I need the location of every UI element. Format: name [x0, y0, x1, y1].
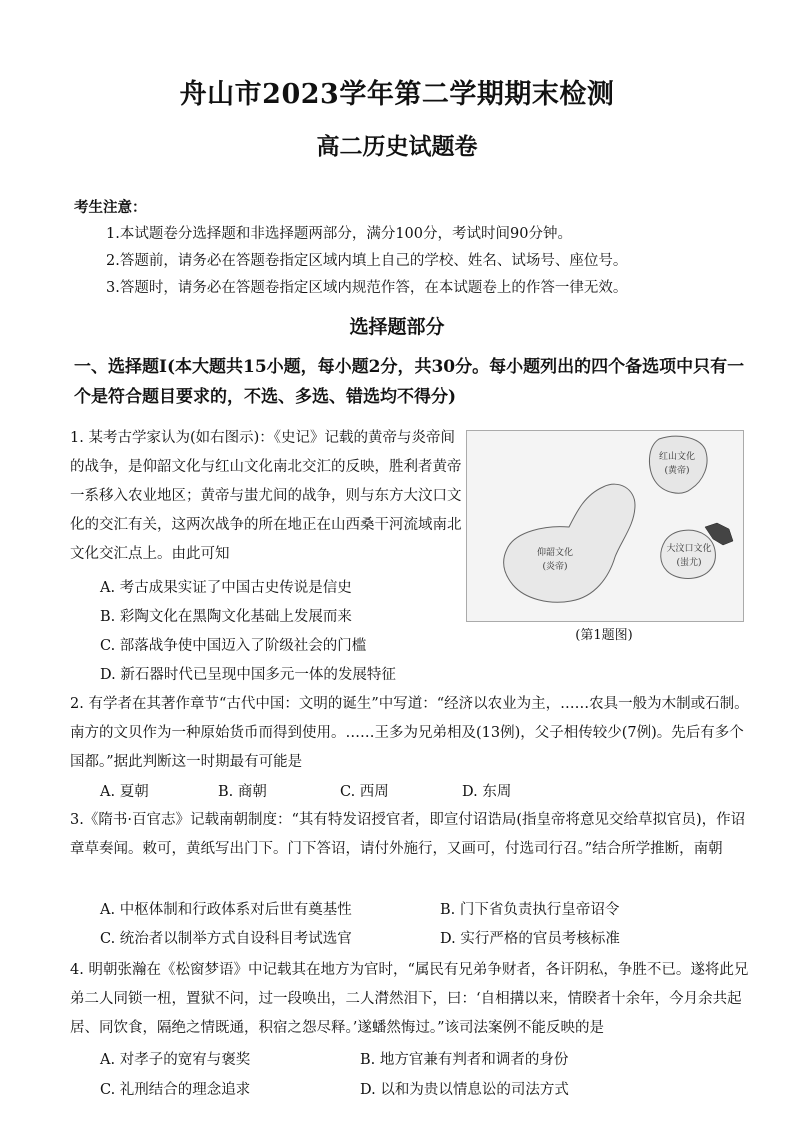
yangshao-region: [504, 484, 635, 602]
question-4-stem: 4. 明朝张瀚在《松窗梦语》中记载其在地方为官时，“属民有兄弟争财者，各讦阴私，争胜不已。遂将此兄弟二人同锁一杻，置狱不问，过一段唤出，二人潸然泪下，曰：‘自相搆以来，情睽者十余年，今月余共起居、同饮食，隔绝之情既通，积宿之怨尽释。’遂蟠然悔过。”该司法案例不能反映的是: [70, 962, 749, 1036]
notice-item: 2.答题前，请务必在答题卷指定区域内填上自己的学校、姓名、试场号、座位号。: [106, 253, 628, 269]
label-hongshan: 红山文化: [658, 452, 696, 462]
question-3-stem: 3.《隋书·百官志》记载南朝制度：“其有特发诏授官者，即宣付诏诰局(指皇帝将意见交给草拟官员)，作诏章草奏闻。敕可，黄纸写出门下。门下答诏，请付外施行，又画可，付选司行召。”结合所学推断，南朝: [70, 812, 746, 857]
q4-option-b: B. 地方官兼有判者和调者的身份: [360, 1052, 569, 1068]
q2-option-b: B. 商朝: [218, 784, 267, 800]
notice-item: 3.答题时，请务必在答题卷指定区域内规范作答，在本试题卷上的作答一律无效。: [106, 280, 628, 296]
label-yangshao-sub: (炎帝): [542, 562, 568, 572]
exam-subtitle: 高二历史试题卷: [316, 133, 478, 160]
hongshan-region: [649, 436, 707, 493]
q3-option-c: C. 统治者以制举方式自设科目考试选官: [100, 931, 352, 947]
q1-option-c: C. 部落战争使中国迈入了阶级社会的门槛: [100, 638, 367, 654]
notice-block: [74, 194, 764, 302]
q2-option-c: C. 西周: [340, 784, 389, 800]
label-hongshan-sub: (黄帝): [664, 466, 690, 476]
q3-option-b: B. 门下省负责执行皇帝诏令: [440, 902, 620, 918]
label-dawenkou: 大汶口文化: [666, 544, 712, 554]
q4-option-c: C. 礼刑结合的理念追求: [100, 1082, 251, 1098]
q4-option-d: D. 以和为贵以情息讼的司法方式: [360, 1082, 569, 1098]
q1-option-b: B. 彩陶文化在黑陶文化基础上发展而来: [100, 609, 352, 625]
q4-option-a: A. 对孝子的宽宥与褒奖: [100, 1052, 251, 1068]
q3-option-a: A. 中枢体制和行政体系对后世有奠基性: [100, 902, 352, 918]
q2-option-d: D. 东周: [462, 784, 512, 800]
question-1-map-figure: [466, 430, 744, 622]
question-2-stem: 2. 有学者在其著作章节“古代中国：文明的诞生”中写道：“经济以农业为主，……农具一般为木制或石制。南方的文贝作为一种原始货币而得到使用。……王多为兄弟相及(13例)，父子相传较少(7例)。先后有多个国都。”据此判断这一时期最有可能是: [70, 696, 749, 770]
figure-caption: (第1题图): [575, 628, 633, 643]
q1-option-d: D. 新石器时代已呈现中国多元一体的发展特征: [100, 667, 396, 683]
q2-option-a: A. 夏朝: [100, 784, 149, 800]
part1-instructions: 一、选择题Ⅰ(本大题共15小题，每小题2分，共30分。每小题列出的四个备选项中只有一个是符合题目要求的，不选、多选、错选均不得分): [74, 357, 745, 407]
notice-item: 1.本试题卷分选择题和非选择题两部分，满分100分，考试时间90分钟。: [106, 226, 572, 242]
notice-heading: 考生注意：: [74, 199, 147, 216]
culture-map: [467, 431, 743, 621]
question-1-stem: 1. 某考古学家认为(如右图示)：《史记》记载的黄帝与炎帝间的战争，是仰韶文化与红山文化南北交汇的反映，胜利者黄帝一系移入农业地区；黄帝与蚩尤间的战争，则与东方大汶口文化的交汇有关，这两次战争的所在地正在山西桑干河流域南北文化交汇点上。由此可知: [70, 430, 462, 562]
section-title: 选择题部分: [349, 316, 445, 338]
label-yangshao: 仰韶文化: [536, 548, 574, 558]
q1-option-a: A. 考古成果实证了中国古史传说是信史: [100, 580, 352, 596]
q3-option-d: D. 实行严格的官员考核标准: [440, 931, 620, 947]
dawenkou-region: [661, 530, 716, 578]
label-dawenkou-sub: (蚩尤): [676, 558, 702, 568]
exam-title: 舟山市2023学年第二学期期末检测: [179, 79, 615, 110]
